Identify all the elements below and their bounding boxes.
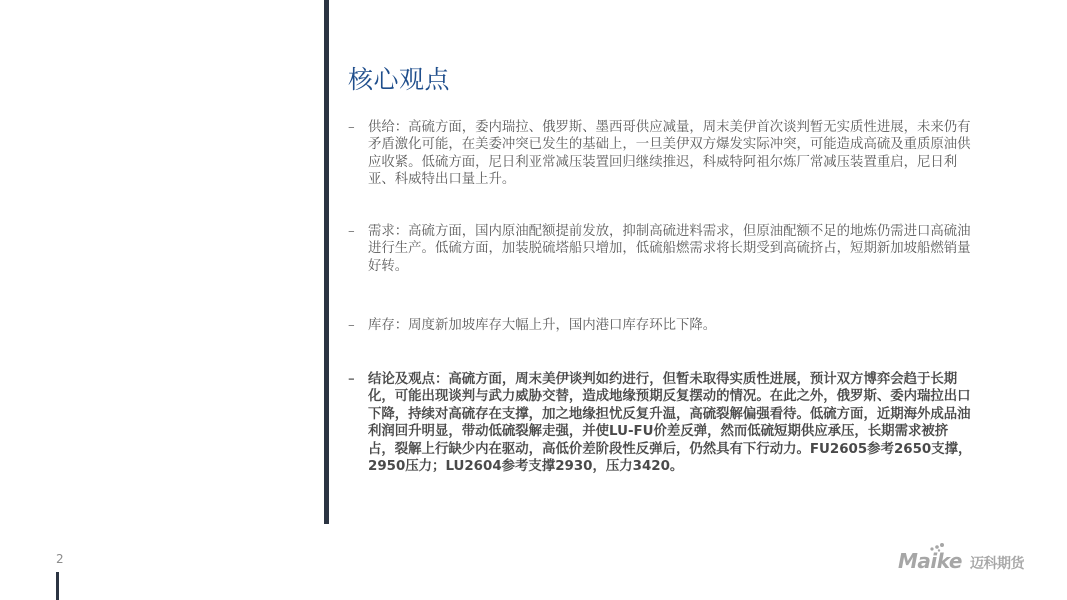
bullet-conclusion — [346, 371, 974, 475]
bullet-dash: – — [348, 224, 355, 239]
bullet-inventory — [346, 317, 716, 334]
bullet-demand — [346, 223, 974, 275]
vertical-divider — [324, 0, 329, 524]
bullet-text: 供给：高硫方面，委内瑞拉、俄罗斯、墨西哥供应减量，周末美伊首次谈判暂无实质性进展，未来仍有矛盾激化可能，在美委冲突已发生的基础上，一旦美伊双方爆发实际冲突，可能造成高硫及重质原油供应收紧。低硫方面，尼日利亚常减压装置回归继续推迟，科威特阿祖尔炼厂常减压装置重启，尼日利亚、科威特出口量上升。 — [368, 120, 971, 188]
logo-latin-text: Maike — [898, 549, 962, 573]
bullet-text: 需求：高硫方面，国内原油配额提前发放，抑制高硫进料需求，但原油配额不足的地炼仍需进口高硫油进行生产。低硫方面，加装脱硫塔船只增加，低硫船燃需求将长期受到高硫挤占，短期新加坡船燃销量好转。 — [368, 224, 971, 274]
bullet-dash: – — [348, 318, 355, 333]
bullet-dash: – — [348, 120, 355, 135]
slide-title: 核心观点 — [348, 65, 451, 94]
bullet-supply — [346, 119, 974, 189]
company-logo — [898, 545, 1026, 575]
logo-chinese-text: 迈科期货 — [970, 556, 1024, 572]
page-number: 2 — [56, 552, 64, 566]
corner-accent-bar — [56, 572, 59, 600]
bullet-text: 库存：周度新加坡库存大幅上升，国内港口库存环比下降。 — [368, 318, 717, 333]
bullet-text: 结论及观点：高硫方面，周末美伊谈判如约进行，但暂未取得实质性进展，预计双方博弈会趋于长期化，可能出现谈判与武力威胁交替，造成地缘预期反复摆动的情况。在此之外，俄罗斯、委内瑞拉出口下降，持续对高硫存在支撑，加之地缘担忧反复升温，高硫裂解偏强看待。低硫方面，近期海外成品油利润回升明显，带动低硫裂解走强，并使LU-FU价差反弹，然而低硫短期供应承压，长期需求被挤占，裂解上行缺少内在驱动，高低价差阶段性反弹后，仍然具有下行动力。FU2605参考2650支撑，2950压力；LU2604参考支撑2930，压力3420。 — [368, 372, 972, 475]
bullet-dash: – — [348, 372, 355, 387]
